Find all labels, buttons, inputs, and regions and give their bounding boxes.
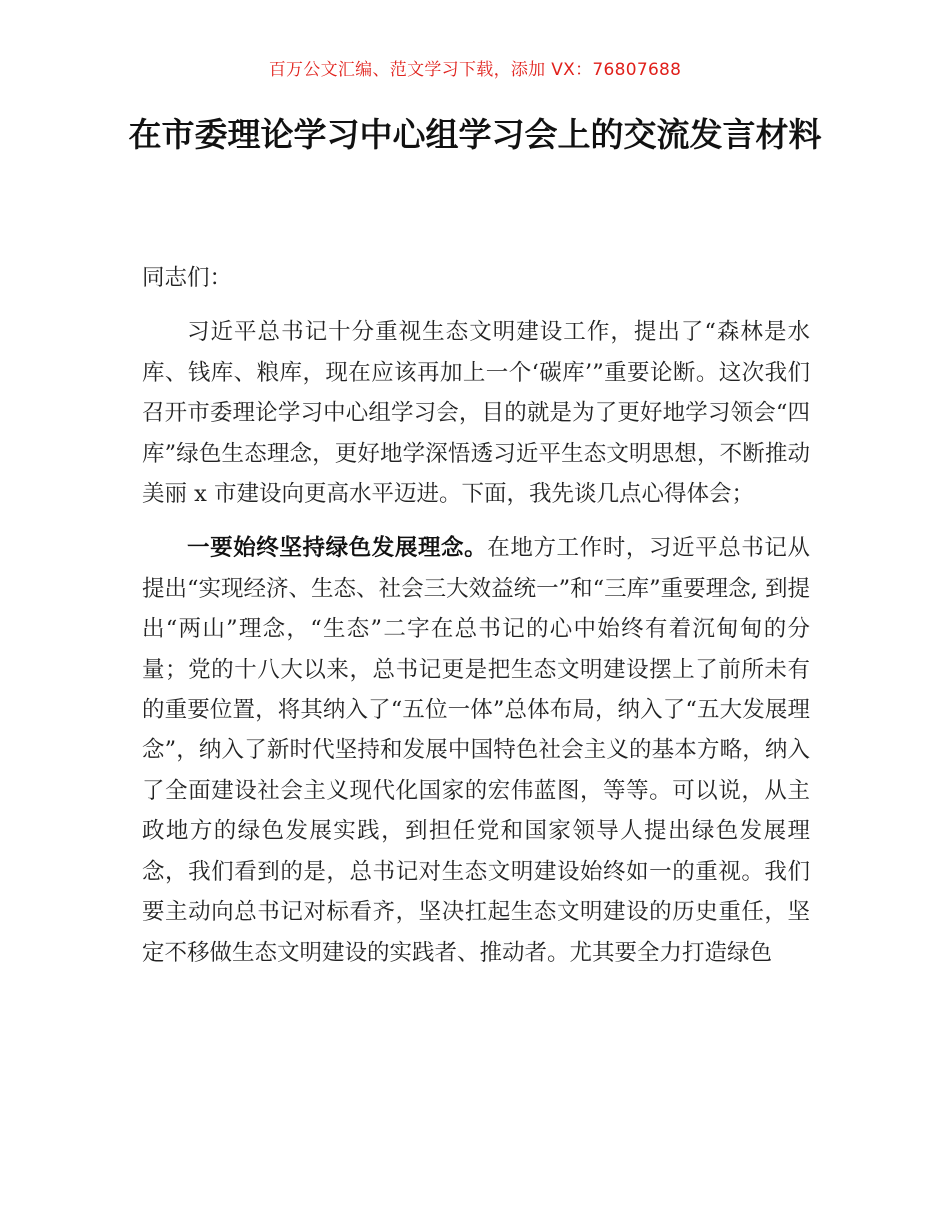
paragraph-1 <box>142 312 810 514</box>
paragraph-2-text: 在地方工作时，习近平总书记从提出“实现经济、生态、社会三大效益统一”和“三库”重要理念, 到提出“两山”理念，“生态”二字在总书记的心中始终有着沉甸甸的分量；党的十八大以来，总书记更是把生态文明建设摆上了前所未有的重要位置，将其纳入了“五位一体”总体布局，纳入了“五大发展理念”，纳入了新时代坚持和发展中国特色社会主义的基本方略，纳入了全面建设社会主义现代化国家的宏伟蓝图，等等。可以说，从主政地方的绿色发展实践，到担任党和国家领导人提出绿色发展理念，我们看到的是，总书记对生态文明建设始终如一的重视。我们要主动向总书记对标看齐，坚决扛起生态文明建设的历史重任，坚定不移做生态文明建设的实践者、推动者。尤其要全力打造绿色 <box>142 535 810 966</box>
header-banner: 百万公文汇编、范文学习下载，添加 VX：76807688 <box>268 60 682 80</box>
document-title: 在市委理论学习中心组学习会上的交流发言材料 <box>128 115 822 154</box>
document-body <box>142 258 810 987</box>
paragraph-1-text: 习近平总书记十分重视生态文明建设工作，提出了“森林是水库、钱库、粮库，现在应该再加上一个‘碳库’”重要论断。这次我们召开市委理论学习中心组学习会，目的就是为了更好地学习领会“四库”绿色生态理念，更好地学深悟透习近平生态文明思想，不断推动美丽 x 市建设向更高水平迈进。下面，我先谈几点心得体会； <box>142 319 810 508</box>
paragraph-2 <box>142 528 810 972</box>
salutation: 同志们： <box>142 265 233 291</box>
paragraph-2-lead: 一要始终坚持绿色发展理念。 <box>187 535 488 562</box>
